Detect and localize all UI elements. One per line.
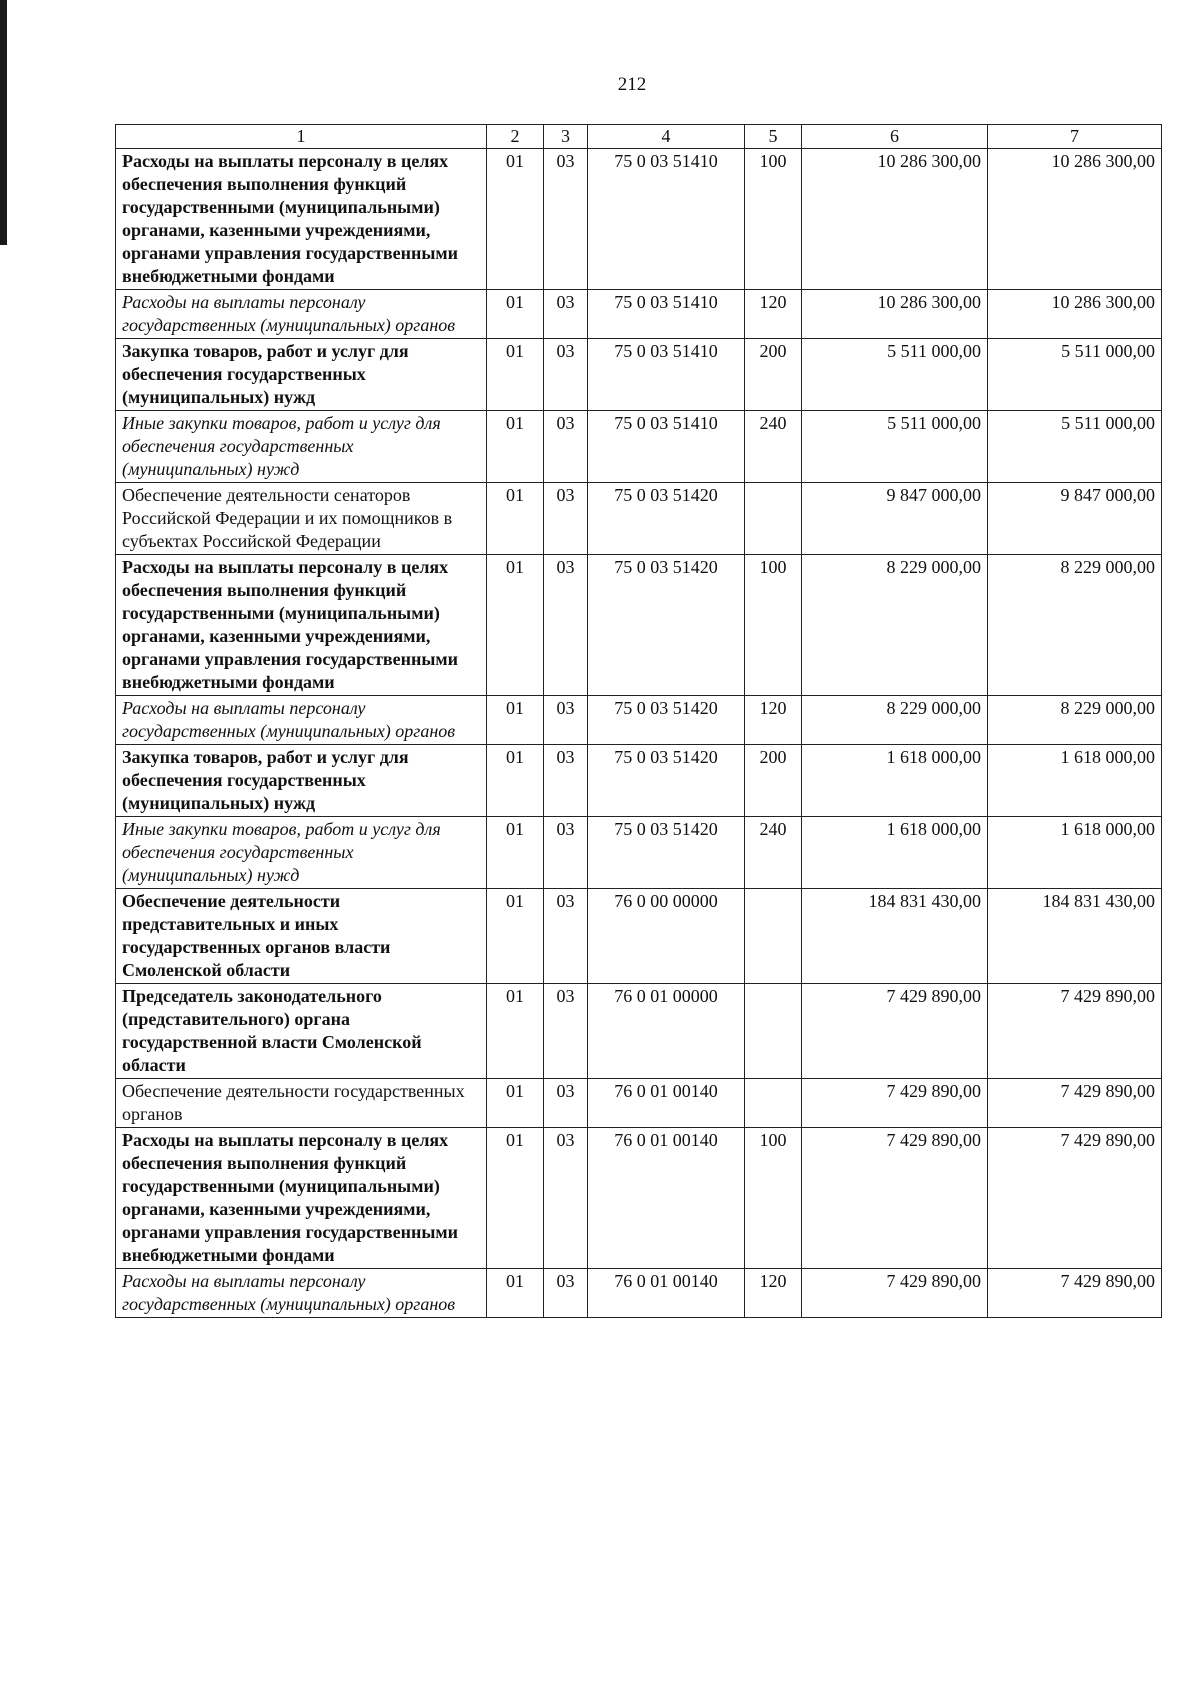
- scan-edge: [0, 0, 7, 245]
- target-article-cell: 76 0 00 00000: [588, 889, 745, 984]
- table-row: [116, 411, 1162, 483]
- section-code-cell: 01: [487, 1079, 544, 1128]
- expense-type-cell: 240: [745, 411, 802, 483]
- row-name-cell: Расходы на выплаты персоналу государственных (муниципальных) органов: [116, 696, 487, 745]
- target-article-cell: 75 0 03 51420: [588, 745, 745, 817]
- expense-type-cell: [745, 889, 802, 984]
- table-row: [116, 149, 1162, 290]
- row-name-cell: Обеспечение деятельности представительных и иных государственных органов власти Смоленской области: [116, 889, 487, 984]
- amount-year1-cell: 10 286 300,00: [802, 290, 988, 339]
- amount-year2-cell: 8 229 000,00: [988, 555, 1162, 696]
- section-code-cell: 01: [487, 696, 544, 745]
- amount-year1-cell: 7 429 890,00: [802, 1128, 988, 1269]
- target-article-cell: 75 0 03 51410: [588, 411, 745, 483]
- expense-type-cell: 120: [745, 696, 802, 745]
- subsection-code-cell: 03: [544, 745, 588, 817]
- column-header: 1: [116, 125, 487, 149]
- target-article-cell: 75 0 03 51420: [588, 483, 745, 555]
- table-row: [116, 555, 1162, 696]
- row-name-cell: Обеспечение деятельности сенаторов Российской Федерации и их помощников в субъектах Российской Федерации: [116, 483, 487, 555]
- subsection-code-cell: 03: [544, 984, 588, 1079]
- section-code-cell: 01: [487, 483, 544, 555]
- amount-year2-cell: 8 229 000,00: [988, 696, 1162, 745]
- expense-type-cell: 100: [745, 555, 802, 696]
- subsection-code-cell: 03: [544, 1079, 588, 1128]
- amount-year2-cell: 10 286 300,00: [988, 290, 1162, 339]
- target-article-cell: 75 0 03 51410: [588, 339, 745, 411]
- amount-year2-cell: 9 847 000,00: [988, 483, 1162, 555]
- target-article-cell: 76 0 01 00140: [588, 1079, 745, 1128]
- row-name-cell: Расходы на выплаты персоналу государственных (муниципальных) органов: [116, 290, 487, 339]
- row-name-cell: Обеспечение деятельности государственных органов: [116, 1079, 487, 1128]
- section-code-cell: 01: [487, 745, 544, 817]
- expense-type-cell: 120: [745, 1269, 802, 1318]
- section-code-cell: 01: [487, 889, 544, 984]
- section-code-cell: 01: [487, 817, 544, 889]
- target-article-cell: 75 0 03 51410: [588, 290, 745, 339]
- table-row: [116, 290, 1162, 339]
- budget-table: [115, 124, 1162, 1318]
- row-name-cell: Председатель законодательного (представительного) органа государственной власти Смоленской области: [116, 984, 487, 1079]
- column-header: 4: [588, 125, 745, 149]
- target-article-cell: 75 0 03 51420: [588, 555, 745, 696]
- row-name-cell: Иные закупки товаров, работ и услуг для обеспечения государственных (муниципальных) нужд: [116, 817, 487, 889]
- column-header: 6: [802, 125, 988, 149]
- subsection-code-cell: 03: [544, 149, 588, 290]
- amount-year2-cell: 7 429 890,00: [988, 1079, 1162, 1128]
- row-name-cell: Расходы на выплаты персоналу в целях обеспечения выполнения функций государственными (муниципальными) органами, казенными учреждениями, органами управления государственными внебюджетными фондами: [116, 555, 487, 696]
- expense-type-cell: 120: [745, 290, 802, 339]
- row-name-cell: Закупка товаров, работ и услуг для обеспечения государственных (муниципальных) нужд: [116, 745, 487, 817]
- amount-year2-cell: 5 511 000,00: [988, 411, 1162, 483]
- amount-year2-cell: 7 429 890,00: [988, 984, 1162, 1079]
- amount-year1-cell: 10 286 300,00: [802, 149, 988, 290]
- subsection-code-cell: 03: [544, 817, 588, 889]
- expense-type-cell: 100: [745, 1128, 802, 1269]
- amount-year2-cell: 184 831 430,00: [988, 889, 1162, 984]
- table-row: [116, 1079, 1162, 1128]
- amount-year1-cell: 7 429 890,00: [802, 1269, 988, 1318]
- target-article-cell: 76 0 01 00000: [588, 984, 745, 1079]
- target-article-cell: 75 0 03 51420: [588, 696, 745, 745]
- section-code-cell: 01: [487, 555, 544, 696]
- subsection-code-cell: 03: [544, 696, 588, 745]
- table-row: [116, 889, 1162, 984]
- table-row: [116, 339, 1162, 411]
- subsection-code-cell: 03: [544, 889, 588, 984]
- column-header: 2: [487, 125, 544, 149]
- table-header-row: [116, 125, 1162, 149]
- subsection-code-cell: 03: [544, 1128, 588, 1269]
- subsection-code-cell: 03: [544, 411, 588, 483]
- table-row: [116, 817, 1162, 889]
- expense-type-cell: [745, 984, 802, 1079]
- amount-year1-cell: 184 831 430,00: [802, 889, 988, 984]
- subsection-code-cell: 03: [544, 555, 588, 696]
- section-code-cell: 01: [487, 1269, 544, 1318]
- subsection-code-cell: 03: [544, 290, 588, 339]
- target-article-cell: 76 0 01 00140: [588, 1269, 745, 1318]
- section-code-cell: 01: [487, 290, 544, 339]
- table-row: [116, 1128, 1162, 1269]
- row-name-cell: Расходы на выплаты персоналу в целях обеспечения выполнения функций государственными (муниципальными) органами, казенными учреждениями, органами управления государственными внебюджетными фондами: [116, 1128, 487, 1269]
- column-header: 5: [745, 125, 802, 149]
- subsection-code-cell: 03: [544, 339, 588, 411]
- row-name-cell: Расходы на выплаты персоналу в целях обеспечения выполнения функций государственными (муниципальными) органами, казенными учреждениями, органами управления государственными внебюджетными фондами: [116, 149, 487, 290]
- section-code-cell: 01: [487, 149, 544, 290]
- row-name-cell: Расходы на выплаты персоналу государственных (муниципальных) органов: [116, 1269, 487, 1318]
- page-number: 212: [617, 74, 647, 95]
- table-row: [116, 696, 1162, 745]
- subsection-code-cell: 03: [544, 1269, 588, 1318]
- target-article-cell: 75 0 03 51420: [588, 817, 745, 889]
- amount-year1-cell: 1 618 000,00: [802, 745, 988, 817]
- target-article-cell: 75 0 03 51410: [588, 149, 745, 290]
- section-code-cell: 01: [487, 984, 544, 1079]
- amount-year1-cell: 8 229 000,00: [802, 696, 988, 745]
- section-code-cell: 01: [487, 339, 544, 411]
- amount-year2-cell: 1 618 000,00: [988, 817, 1162, 889]
- table-row: [116, 483, 1162, 555]
- subsection-code-cell: 03: [544, 483, 588, 555]
- amount-year1-cell: 7 429 890,00: [802, 984, 988, 1079]
- amount-year1-cell: 1 618 000,00: [802, 817, 988, 889]
- expense-type-cell: 200: [745, 745, 802, 817]
- amount-year2-cell: 7 429 890,00: [988, 1128, 1162, 1269]
- table-row: [116, 984, 1162, 1079]
- amount-year1-cell: 5 511 000,00: [802, 411, 988, 483]
- table-row: [116, 745, 1162, 817]
- column-header: 7: [988, 125, 1162, 149]
- table-row: [116, 1269, 1162, 1318]
- row-name-cell: Иные закупки товаров, работ и услуг для обеспечения государственных (муниципальных) нужд: [116, 411, 487, 483]
- amount-year1-cell: 9 847 000,00: [802, 483, 988, 555]
- expense-type-cell: 200: [745, 339, 802, 411]
- section-code-cell: 01: [487, 1128, 544, 1269]
- expense-type-cell: [745, 483, 802, 555]
- row-name-cell: Закупка товаров, работ и услуг для обеспечения государственных (муниципальных) нужд: [116, 339, 487, 411]
- expense-type-cell: 240: [745, 817, 802, 889]
- amount-year2-cell: 5 511 000,00: [988, 339, 1162, 411]
- amount-year1-cell: 7 429 890,00: [802, 1079, 988, 1128]
- section-code-cell: 01: [487, 411, 544, 483]
- expense-type-cell: [745, 1079, 802, 1128]
- amount-year1-cell: 5 511 000,00: [802, 339, 988, 411]
- expense-type-cell: 100: [745, 149, 802, 290]
- amount-year2-cell: 7 429 890,00: [988, 1269, 1162, 1318]
- target-article-cell: 76 0 01 00140: [588, 1128, 745, 1269]
- amount-year2-cell: 1 618 000,00: [988, 745, 1162, 817]
- column-header: 3: [544, 125, 588, 149]
- amount-year1-cell: 8 229 000,00: [802, 555, 988, 696]
- amount-year2-cell: 10 286 300,00: [988, 149, 1162, 290]
